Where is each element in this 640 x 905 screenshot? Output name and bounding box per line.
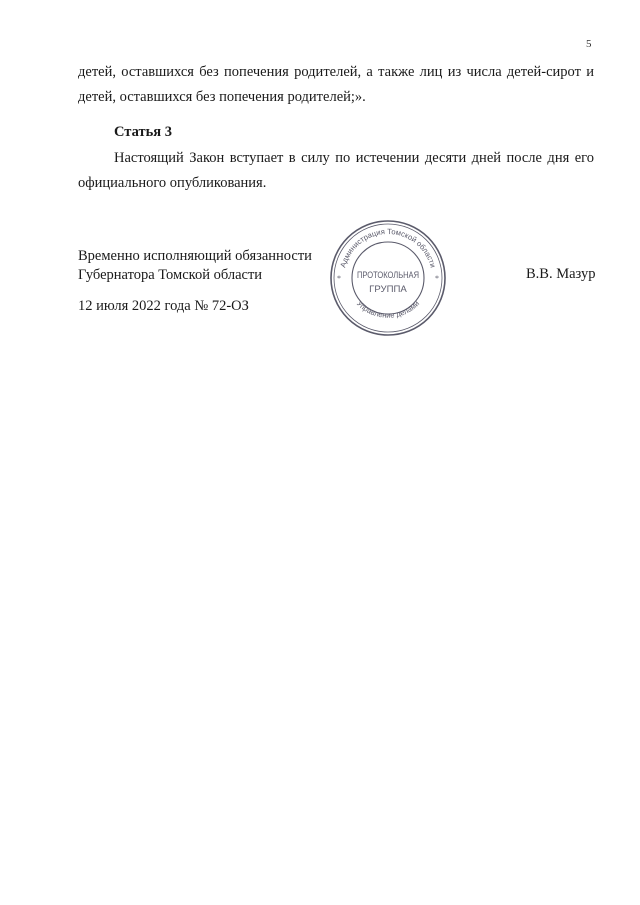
stamp-center-line-2: ГРУППА bbox=[369, 284, 407, 295]
law-date-number: 12 июля 2022 года № 72-ОЗ bbox=[78, 298, 249, 314]
signatory-name: В.В. Мазур bbox=[526, 266, 596, 282]
stamp-star-left-icon: * bbox=[337, 274, 341, 283]
continuation-paragraph: детей, оставшихся без попечения родителей, а также лиц из числа детей-сирот и детей, оставшихся без попечения родителей;». bbox=[78, 64, 594, 105]
official-stamp bbox=[328, 218, 448, 338]
article-heading: Статья 3 bbox=[114, 124, 172, 140]
signatory-position-line-1: Временно исполняющий обязанности bbox=[78, 248, 312, 264]
signatory-position bbox=[78, 247, 312, 285]
article-paragraph: Настоящий Закон вступает в силу по истечении десяти дней после дня его официального опубликования. bbox=[78, 150, 594, 191]
stamp-center-line-1: ПРОТОКОЛЬНАЯ bbox=[357, 270, 420, 281]
stamp-star-right-icon: * bbox=[435, 274, 439, 283]
page-number: 5 bbox=[586, 38, 592, 50]
stamp-arc-text-top: Администрация Томской области bbox=[338, 226, 438, 269]
signatory-position-line-2: Губернатора Томской области bbox=[78, 267, 263, 283]
stamp-arc-text-bottom: Управление делами bbox=[354, 298, 422, 320]
